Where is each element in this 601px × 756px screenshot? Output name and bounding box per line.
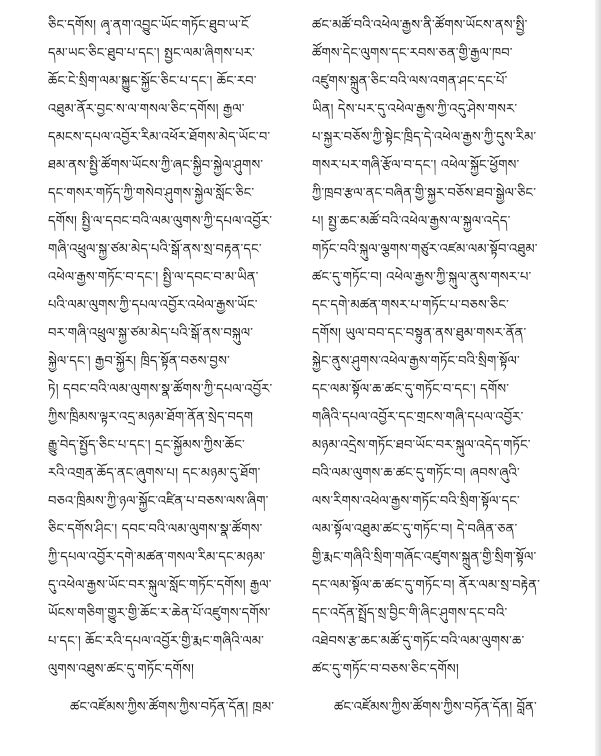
text-line: གཞིའི་དཔལ་འབྱོར་དང་གྲངས་གཞི་དཔལ་འབྱོར་: [312, 410, 524, 425]
text-line: དང་ལམ་སྟོལ་ཆ་ཚང་དུ་གཏོང་བ། ནོར་ལམ་སྲ་བརྟེན་: [312, 578, 541, 593]
text-line: ཚང་དུ་གཏོང་བ། འཕེལ་རྒྱས་ཀྱི་སྐུལ་ནུས་གསར་པ་: [312, 270, 532, 285]
text-line: བར་གཞི་འཕྲུལ་སྐྱ་ཙམ་མེད་པའི་སྒོ་ནས་བསྐུལ་: [48, 326, 254, 341]
text-line: ཐམ་ནས་སྤྱི་ཚོགས་ཡོངས་ཀྱི་ཞང་སྐྱིབ་སྐྱེལ་ཤུགས་: [48, 158, 264, 173]
text-line: ལུགས་འཐུས་ཚང་དུ་གཏོང་དགོས།: [48, 662, 195, 677]
text-line: དམངས་དཔལ་འབྱོར་རིམ་འཕོར་ཐོགས་མེད་ཡོང་བ་: [48, 130, 271, 145]
text-line: དང་གསར་གཏོད་ཀྱི་གསེབ་ཤུགས་སྐྱེལ་སློང་ཅིང་: [48, 186, 255, 201]
text-line: ལམ་སྟོལ་འཐུམ་ཚང་དུ་གཏོང་བ། དེ་བཞིན་ཅན་: [312, 522, 518, 537]
text-line: ཚང་མཚོ་བའི་འཕེལ་རྒྱས་ནི་ཚོགས་ཡོངས་ནས་སྤྱི་: [312, 18, 528, 33]
text-line: གསར་པར་གཞི་རྩོལ་བ་དང་། འཕེལ་སྐྱོང་ཕྱོགས་: [312, 158, 520, 173]
text-line: འཐུམ་ནོར་བྱང་ས་ལ་གསལ་ཅིང་དགོས། རྒྱལ་: [48, 102, 245, 117]
text-line: པའི་ལམ་ལུགས་ཀྱི་དཔལ་འབྱོར་འཕེལ་རྒྱས་ཡོང་: [48, 298, 258, 313]
text-line: དུ་འཕེལ་རྒྱས་ཡོང་བར་སྐུལ་སློང་གཏོང་དགོས། རྒྱལ་: [48, 578, 272, 593]
text-line: དང་ལམ་སྟོལ་ཆ་ཚང་དུ་གཏོང་བ་དང་། དགོས་: [312, 382, 510, 397]
text-line: ཀྱི་དཔལ་འབྱོར་དགེ་མཚན་གསལ་རིམ་དང་མཉམ་: [48, 550, 266, 565]
text-line: སྐྱེལ་དང་། རྒྱབ་སྐྱོར། ཁྲིད་སྟོན་བཅས་བྱས་: [48, 354, 230, 369]
page-edge: [595, 0, 601, 756]
text-line: ཅིང་དགོས། ཞྭ་ནག་འབྱུང་ཡོང་གཏོང་ཐུབ་ཡ་ངོ: [48, 18, 249, 33]
text-column-left: [48, 12, 306, 722]
text-line: ཚོགས་དེང་ལུགས་དང་རབས་ཅན་གྱི་རྒྱལ་ཁབ་: [312, 46, 513, 61]
text-line: རའི་འགྲན་ཆོད་ནང་ཞུགས་པ། དང་མཉམ་དུ་ཐོག་: [48, 466, 261, 481]
text-line: འཐེབས་རྩ་ཆང་མཚོ་དུ་གཏོང་བའི་ལམ་ལུགས་ཆ་: [312, 634, 525, 649]
text-line: དང་འདོན་སྤྲོད་སྲ་བྱིང་གི་ཞིང་ཤུགས་དང་བའི་: [312, 606, 508, 621]
text-column-right: [312, 12, 570, 722]
text-line: གྱི་རྨང་གཞིའི་སྲིག་གཞོང་འཛུགས་སྐྲུན་གྱི་སྲིག་སྟོལ་: [312, 550, 537, 565]
text-line: ལས་རིགས་འཕེལ་རྒྱས་གཏོང་བའི་སྲིག་སྟོལ་དང་: [312, 494, 520, 509]
paragraph-start-line: ཚང་འཛོམས་ཀྱིས་ཚོགས་ཀྱིས་བཏོན་དོན། བློན་: [334, 700, 537, 715]
text-line: ཀྱི་ཁྲབ་རྩལ་ནང་བཞིན་གྱི་སྐྱར་བཅོས་ཐབ་སྒྱེལ་ཅིང་: [312, 186, 537, 201]
text-line: དགོས། སྤྱི་ལ་དབང་བའི་ལམ་ལུགས་ཀྱི་དཔལ་འབྱོར་: [48, 214, 273, 229]
text-line: སྐྱེང་ནུས་ཤུགས་འཕེལ་རྒྱས་གཏོང་བའི་སྲིག་སྟོལ་: [312, 354, 520, 369]
text-line: མཉམ་འདྲེས་གཏོང་ཐབ་ཡོང་བར་སྐུལ་འདེད་གཏོང་: [312, 438, 531, 453]
text-line: གཞི་འཕྲུལ་སྐྱ་ཙམ་མེད་པའི་སྒོ་ནས་སྲ་བརྟན་དང་: [48, 242, 262, 257]
text-line: ཚང་དུ་གཏོང་བ་བཅས་ཅིང་དགོས།: [312, 662, 459, 677]
text-line: དགོས། ཡུལ་བབ་དང་བསྟུན་ནས་ཐུམ་གསར་ནོན་: [312, 326, 527, 341]
text-line: ཡོངས་གཅིག་གྱུར་གྱི་ཆོང་ར་ཆེན་པོ་འཛུགས་དགོས་: [48, 606, 271, 621]
text-line: ཀྱིས་ཁྲིམས་ལྟར་འདྲ་མཉམ་ཐོག་ནོན་སྲེད་བདག: [48, 410, 254, 425]
text-line: དམ་ཡང་ཅིང་ཐུབ་པ་དང་། སྤྱང་ལམ་ཞིགས་པར་: [48, 46, 255, 61]
text-line: ཅིང་དགོས་ཤིང་། དབང་བའི་ལམ་ལུགས་སྣ་ཚོགས་: [48, 522, 263, 537]
text-line: པ་དང་། ཆོང་རའི་དཔལ་འབྱོར་གྱི་རྨང་གཞིའི་ལམ་: [48, 634, 265, 649]
text-line: འཛུགས་སྐྲུན་ཅིང་བའི་ལས་འགན་ཤང་དང་པོ་: [312, 74, 508, 89]
text-line: ཆོང་ངེ་སྲིག་ལམ་སྐྱུང་སྐྱོང་ཅིང་པ་དང་། ཆོང་རབ་: [48, 74, 257, 89]
text-line: པ་སྐྱར་བཅོས་ཀྱི་སྟེང་ཁྲིད་དེ་འཕེལ་རྒྱས་ཀྱི་དུས་རིམ་: [312, 130, 537, 145]
text-line: དང་དགེ་མཚན་གསར་པ་གཏོང་པ་བཅས་ཅིང་: [312, 298, 510, 313]
text-line: ཏེ། དབང་བའི་ལམ་ལུགས་སྣ་ཚོགས་ཀྱི་དཔལ་འབྱོར་: [48, 382, 273, 397]
text-line: པ། སྤྱ་ཆང་མཚོ་བའི་འཕེལ་རྒྱས་ལ་སྐྱལ་འདེད་: [312, 214, 511, 229]
text-line: འཕེལ་རྒྱས་གཏོང་བ་དང་། སྤྱི་ལ་དབང་བ་མ་ཡིན་: [48, 270, 259, 285]
text-line: ཡིན། དེས་པར་དུ་འཕེལ་རྒྱས་ཀྱི་འདུ་ཤེས་གསར་: [312, 102, 518, 117]
text-line: རྒྱུ་བེད་སྤྱོད་ཅིང་པ་དང་། དྲང་སྐྱོམས་ཀྱིས་ཆོང་: [48, 438, 245, 453]
text-line: བཅའ་ཁྲིམས་ཀྱི་ཉལ་སྐྱོང་འཛིན་པ་བཅས་ལས་ཞིག་: [48, 494, 269, 509]
text-line: བའི་ལམ་ལུགས་ཆ་ཚང་དུ་གཏོང་བ། ཞབས་ཞུའི་: [312, 466, 520, 481]
paragraph-start-line: ཚང་འཛོམས་ཀྱིས་ཚོགས་ཀྱིས་བཏོན་དོན། ཁྲམ་: [70, 700, 275, 715]
text-line: གཏོང་བའི་སྐུལ་ལྕགས་གཙུར་འཛམ་ལམ་སྟོབ་འཐུམ་: [312, 242, 538, 257]
